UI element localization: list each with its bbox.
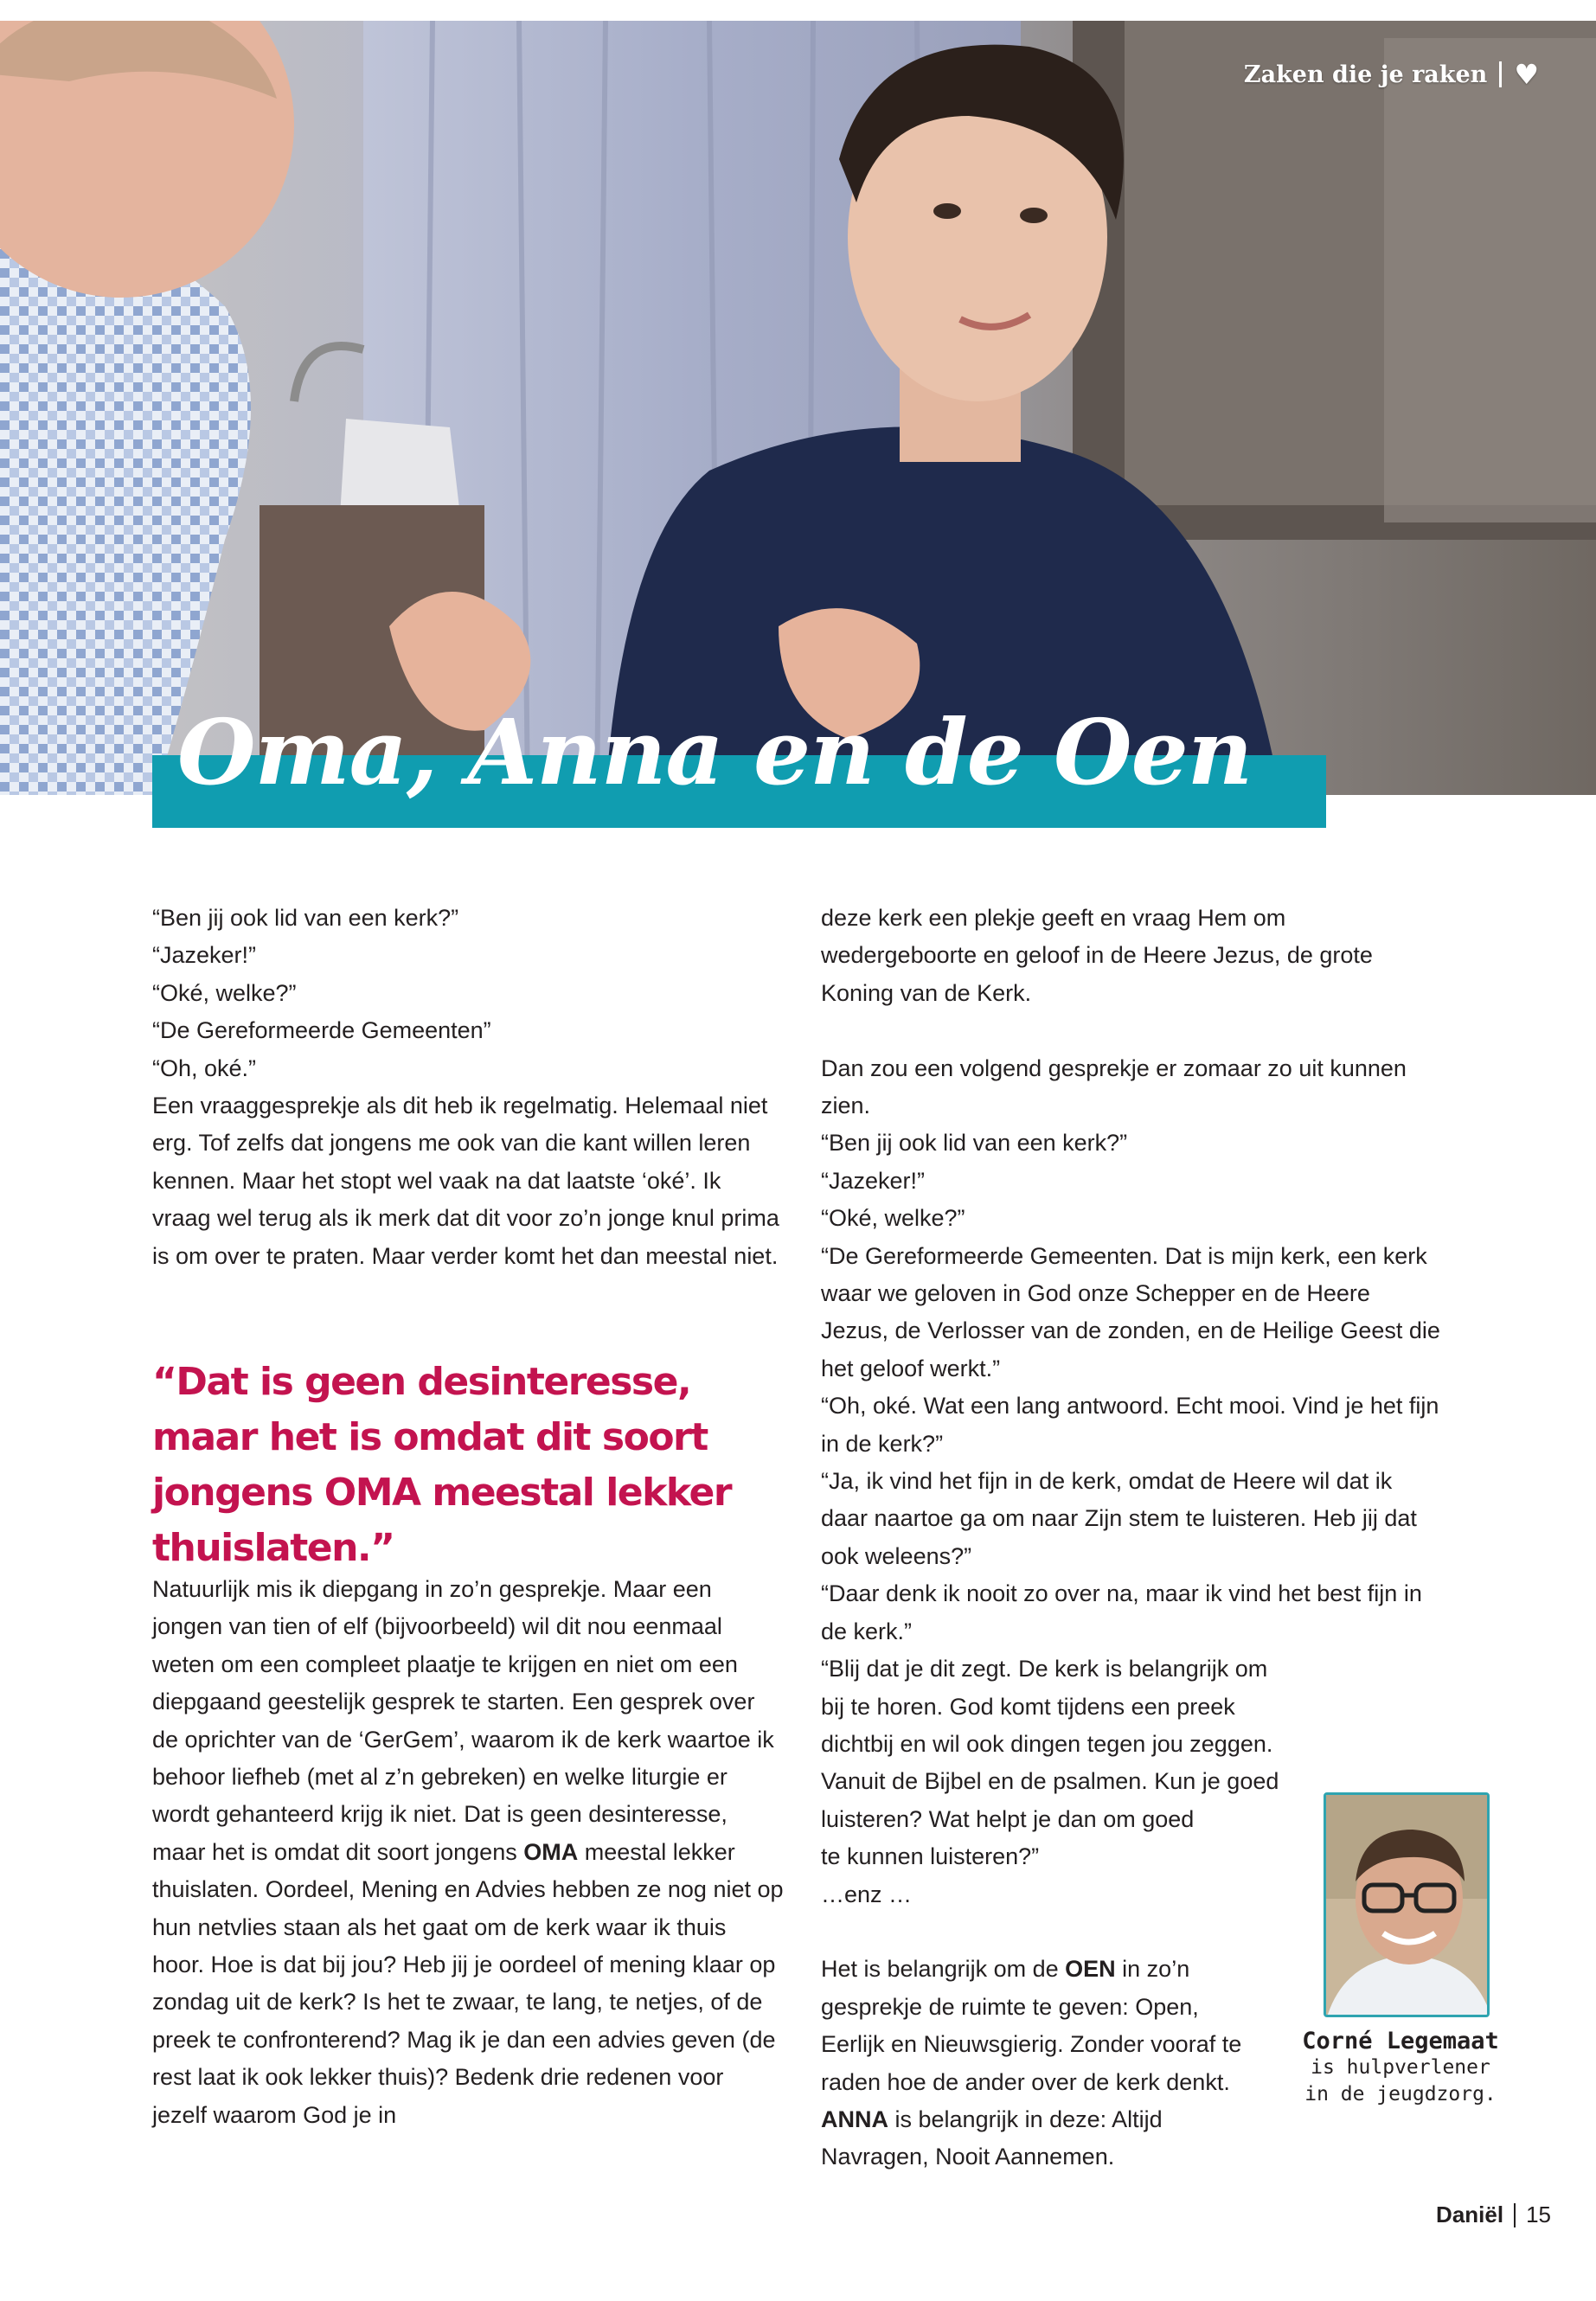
keyword-anna: ANNA <box>821 2106 888 2132</box>
dialogue-line: “Jazeker!” <box>821 1167 926 1194</box>
section-tag <box>1243 58 1539 91</box>
intro-paragraph: Een vraaggesprekje als dit heb ik regelmatig. Helemaal niet erg. Tof zelfs dat jongens me ook van die kant willen leren kennen. Maar het stopt wel vaak na dat laatste ‘oké’. Ik vraag wel terug als ik merk dat dit voor zo’n jonge knul prima is om over te praten. Maar verder komt het dan meestal niet. <box>152 1093 779 1269</box>
page-footer <box>1436 2202 1551 2228</box>
author-caption <box>1284 2028 1517 2108</box>
dialogue-line: “Oké, welke?” <box>152 979 297 1006</box>
section-label: Zaken die je raken <box>1243 61 1488 88</box>
body-text: Natuurlijk mis ik diepgang in zo’n gesprekje. Maar een jongen van tien of elf (bijvoorbeeld) wil dit nou eenmaal weten om een compleet plaatje te krijgen en niet om een diepgaand geestelijk gesprek te starten. Een gesprek over de oprichter van de ‘GerGem’, waarom ik de kerk waartoe ik behoor liefheb (met al z’n gebreken) en welke liturgie er wordt gehanteerd krijg ik niet. Dat is geen desinteresse, maar het is omdat dit soort jongens <box>152 1576 774 1865</box>
dialogue-line: “Oh, oké. Wat een lang antwoord. Echt mooi. Vind je het fijn in de kerk?” <box>821 1393 1439 1457</box>
dialogue-line: “De Gereformeerde Gemeenten” <box>152 1017 491 1044</box>
dialogue-line: “Oh, oké.” <box>152 1054 257 1081</box>
closing-line: Eerlijk en Nieuwsgierig. Zonder vooraf te <box>821 2031 1242 2058</box>
dialogue-line: “De Gereformeerde Gemeenten. Dat is mijn kerk, een kerk waar we geloven in God onze Schepper en de Heere Jezus, de Verlosser van de zonden, en de Heilige Geest die het geloof werkt.” <box>821 1242 1440 1381</box>
body-paragraph <box>152 1571 784 2134</box>
closing-line: gesprekje de ruimte te geven: Open, <box>821 1993 1199 2020</box>
dialogue-line: “Jazeker!” <box>152 942 257 969</box>
body-paragraph: deze kerk een plekje geeft en vraag Hem om wedergeboorte en geloof in de Heere Jezus, de grote Koning van de Kerk. <box>821 905 1373 1006</box>
body-text: meestal lekker thuislaten. Oordeel, Mening en Advies hebben ze nog niet op hun netvlies staan als het gaat om de kerk waar ik thuis hoor. Hoe is dat bij jou? Heb jij je oordeel of mening klaar op zondag uit de kerk? Is het te zwaar, te lang, te netjes, of de preek te confronterend? Mag ik je dan een advies geven (de rest laat ik ook lekker thuis)? Bedenk drie redenen voor jezelf waarom God je in <box>152 1838 784 2128</box>
left-column-intro <box>152 900 784 1275</box>
divider <box>1514 2203 1516 2227</box>
author-photo-frame <box>1324 1792 1490 2017</box>
dialogue-line: “Oké, welke?” <box>821 1205 965 1232</box>
author-portrait <box>1326 1795 1490 2017</box>
dialogue-line: “Daar denk ik nooit zo over na, maar ik vind het best fijn in de kerk.” <box>821 1580 1422 1644</box>
body-text: Het is belangrijk om de <box>821 1956 1066 1983</box>
photo-illustration <box>0 21 1596 795</box>
dialogue-line: te kunnen luisteren?” <box>821 1843 1040 1870</box>
body-paragraph: Dan zou een volgend gesprekje er zomaar zo uit kunnen zien. <box>821 1054 1407 1119</box>
author-name: Corné Legemaat <box>1302 2028 1499 2054</box>
heart-icon: ♥ <box>1514 58 1539 91</box>
magazine-name: Daniël <box>1436 2202 1504 2227</box>
keyword-oen: OEN <box>1065 1956 1116 1983</box>
body-text: is belangrijk in deze: Altijd <box>888 2106 1163 2132</box>
dialogue-line: “Ja, ik vind het fijn in de kerk, omdat de Heere wil dat ik daar naartoe ga om naar Zijn stem te luisteren. Heb jij dat ook weleens?” <box>821 1468 1417 1569</box>
article-title: Oma, Anna en de Oen <box>177 699 1253 805</box>
dialogue-line: …enz … <box>821 1881 913 1907</box>
pull-quote: “Dat is geen desinteresse, maar het is omdat dit soort jongens OMA meestal lekker thuislaten.” <box>152 1360 732 1570</box>
hero-photo <box>0 21 1596 795</box>
paragraph-gap <box>821 1012 1444 1049</box>
author-role: in de jeugdzorg. <box>1304 2083 1497 2106</box>
page-number: 15 <box>1526 2202 1551 2227</box>
body-text: in zo’n <box>1115 1956 1190 1983</box>
divider <box>1499 61 1502 87</box>
dialogue-line: “Ben jij ook lid van een kerk?” <box>821 1130 1128 1157</box>
closing-line: raden hoe de ander over de kerk denkt. <box>821 2068 1230 2095</box>
left-column-body <box>152 1571 784 2134</box>
dialogue-line: “Blij dat je dit zegt. De kerk is belangrijk om bij te horen. God komt tijdens een preek dichtbij en wil ook dingen tegen jou zeggen. Vanuit de Bijbel en de psalmen. Kun je goed luisteren? Wat helpt je dan om goed <box>821 1656 1279 1832</box>
closing-line: Navragen, Nooit Aannemen. <box>821 2144 1115 2170</box>
keyword-oma: OMA <box>523 1838 579 1865</box>
dialogue-line: “Ben jij ook lid van een kerk?” <box>152 905 459 931</box>
author-photo <box>1324 1792 1490 2017</box>
author-role: is hulpverlener <box>1311 2056 1490 2079</box>
